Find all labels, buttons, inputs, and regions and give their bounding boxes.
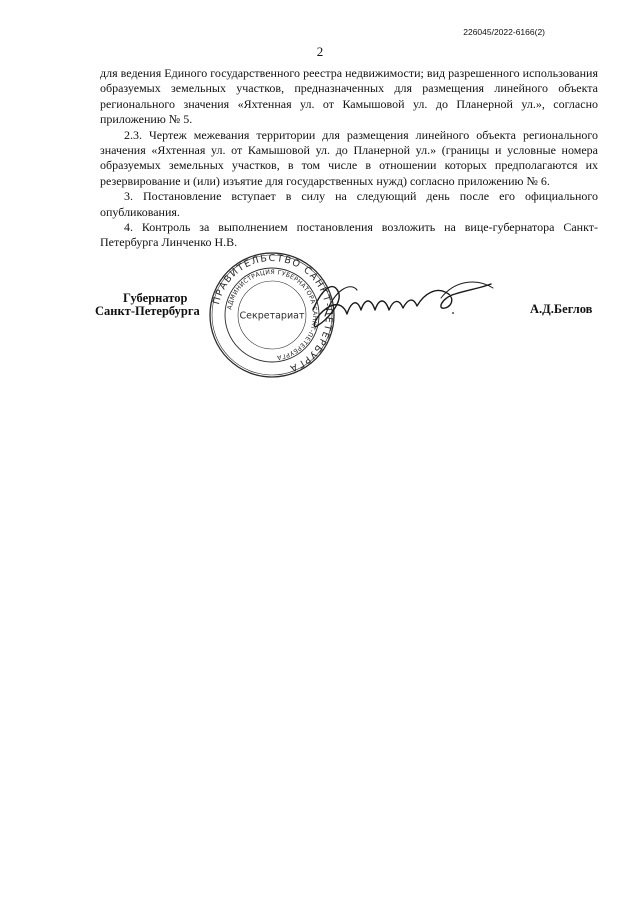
- paragraph-1: для ведения Единого государственного реестра недвижимости; вид разрешенного использования образуемых земельных участков, предназначенных для размещения линейного объекта регионального значения «Яхтенная ул. от Камышовой ул. до Планерной ул.», согласно приложению № 5.: [100, 66, 598, 127]
- document-number: 226045/2022-6166(2): [463, 27, 545, 37]
- signer-title-line-2: Санкт-Петербурга: [95, 304, 200, 318]
- stamp-outer-text: ПРАВИТЕЛЬСТВО САНКТ-ПЕТЕРБУРГА: [211, 252, 335, 375]
- signer-name: А.Д.Беглов: [530, 302, 593, 316]
- paragraph-4: 4. Контроль за выполнением постановления возложить на вице-губернатора Санкт-Петербурга Линченко Н.В.: [100, 220, 598, 250]
- paragraph-2-3: 2.3. Чертеж межевания территории для размещения линейного объекта регионального значения «Яхтенная ул. от Камышовой ул. до Планерной ул.» (границы и условные номера образуемых земельных участков, в том числе в отношении которых предполагаются их резервирование и (или) изъятие для государственных нужд) согласно приложению № 6.: [100, 127, 598, 188]
- handwritten-signature: [305, 268, 505, 338]
- stamp-inner-text: АДМИНИСТРАЦИЯ ГУБЕРНАТОРА САНКТ-ПЕТЕРБУРГА: [226, 268, 319, 361]
- signer-title-line-1: Губернатор: [123, 291, 188, 305]
- paragraph-3: 3. Постановление вступает в силу на следующий день после его официального опубликования.: [100, 189, 598, 219]
- stamp-center-text: Секретариат: [239, 310, 305, 322]
- page-number: 2: [316, 44, 324, 59]
